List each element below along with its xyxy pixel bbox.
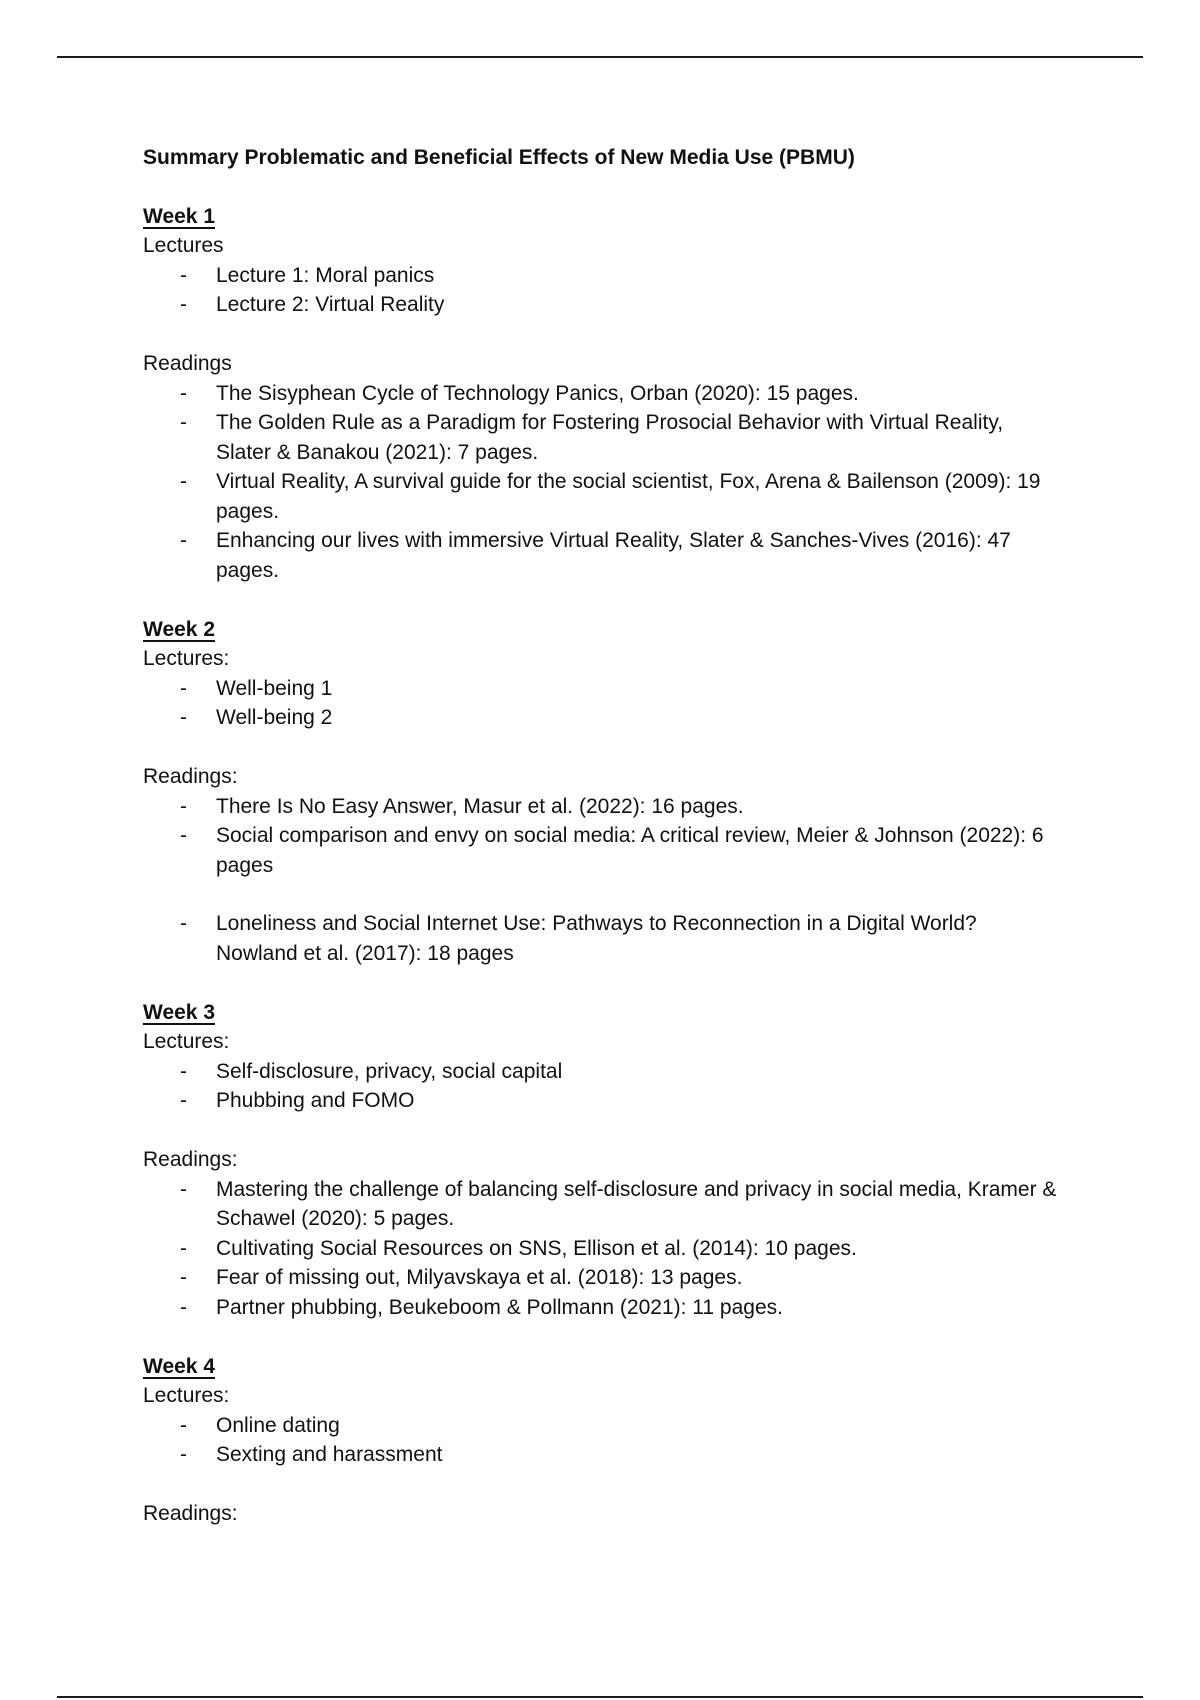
dash-bullet: - — [180, 411, 187, 434]
week-3-section — [143, 998, 1063, 1323]
dash-bullet: - — [180, 1236, 187, 1260]
list-item-text: Loneliness and Social Internet Use: Pathways to Reconnection in a Digital World? Nowland et al. (2017): 18 pages — [216, 912, 977, 965]
list-item — [143, 1057, 1063, 1087]
list-item — [143, 1293, 1063, 1323]
list-item — [143, 1440, 1063, 1470]
list-item-text: Well-being 2 — [216, 706, 333, 729]
list-item — [143, 1234, 1063, 1264]
header-rule — [57, 56, 1143, 58]
list-item — [143, 1086, 1063, 1116]
dash-bullet: - — [180, 529, 187, 552]
lectures-list — [143, 1411, 1063, 1470]
lectures-list — [143, 1057, 1063, 1116]
list-item-text: Phubbing and FOMO — [216, 1089, 415, 1112]
lectures-label: Lectures: — [143, 1030, 230, 1053]
list-item — [143, 1175, 1063, 1234]
list-item — [143, 909, 1063, 968]
week-1-section — [143, 202, 1063, 586]
dash-bullet: - — [180, 470, 187, 493]
list-item — [143, 821, 1063, 880]
readings-label: Readings: — [143, 1502, 238, 1525]
list-item — [143, 1263, 1063, 1293]
dash-bullet: - — [180, 1295, 187, 1319]
readings-label: Readings: — [143, 765, 238, 788]
list-item-text: Well-being 1 — [216, 676, 333, 700]
list-item-text: Online dating — [216, 1413, 340, 1437]
list-item — [143, 703, 1063, 733]
list-item-text: Social comparison and envy on social media: A critical review, Meier & Johnson (2022): 6 pages — [216, 824, 1044, 877]
readings-label: Readings: — [143, 1148, 238, 1171]
list-item-text: Fear of missing out, Milyavskaya et al. (2018): 13 pages. — [216, 1266, 743, 1289]
list-item — [143, 408, 1063, 467]
list-item-text: Cultivating Social Resources on SNS, Ellison et al. (2014): 10 pages. — [216, 1236, 857, 1260]
week-heading: Week 4 — [143, 1354, 215, 1378]
list-item-text: The Sisyphean Cycle of Technology Panics, Orban (2020): 15 pages. — [216, 381, 859, 405]
week-heading: Week 2 — [143, 617, 215, 641]
lectures-label: Lectures — [143, 234, 224, 257]
dash-bullet: - — [180, 706, 187, 729]
list-item-text: Lecture 1: Moral panics — [216, 263, 435, 287]
dash-bullet: - — [180, 1177, 187, 1201]
readings-list — [143, 792, 1063, 969]
dash-bullet: - — [180, 1443, 187, 1466]
list-item-text: Virtual Reality, A survival guide for the social scientist, Fox, Arena & Bailenson (2009): 19 pages. — [216, 470, 1041, 523]
dash-bullet: - — [180, 912, 187, 935]
lectures-list — [143, 261, 1063, 320]
footer-rule — [57, 1696, 1143, 1698]
week-2-section — [143, 615, 1063, 969]
readings-label: Readings — [143, 352, 232, 375]
dash-bullet: - — [180, 1266, 187, 1289]
list-item-text: Lecture 2: Virtual Reality — [216, 293, 445, 316]
list-item — [143, 674, 1063, 704]
dash-bullet: - — [180, 794, 187, 818]
dash-bullet: - — [180, 263, 187, 287]
readings-list — [143, 379, 1063, 586]
document-title: Summary Problematic and Beneficial Effects of New Media Use (PBMU) — [143, 146, 855, 169]
lectures-list — [143, 674, 1063, 733]
list-item-text: There Is No Easy Answer, Masur et al. (2022): 16 pages. — [216, 794, 744, 818]
list-item-text: The Golden Rule as a Paradigm for Fostering Prosocial Behavior with Virtual Reality, Slater & Banakou (2021): 7 pages. — [216, 411, 1004, 464]
list-item — [143, 261, 1063, 291]
dash-bullet: - — [180, 1413, 187, 1437]
dash-bullet: - — [180, 824, 187, 847]
dash-bullet: - — [180, 1059, 187, 1083]
lectures-label: Lectures: — [143, 647, 230, 670]
list-item — [143, 1411, 1063, 1441]
document-body — [143, 143, 1063, 1529]
list-item-text: Sexting and harassment — [216, 1443, 443, 1466]
dash-bullet: - — [180, 293, 187, 316]
list-item — [143, 379, 1063, 409]
list-item-text: Mastering the challenge of balancing self-disclosure and privacy in social media, Kramer & Schawel (2020): 5 pages. — [216, 1177, 1057, 1230]
week-heading: Week 1 — [143, 204, 215, 228]
readings-list — [143, 1175, 1063, 1323]
dash-bullet: - — [180, 676, 187, 700]
list-item — [143, 792, 1063, 822]
week-4-section — [143, 1352, 1063, 1529]
lectures-label: Lectures: — [143, 1384, 230, 1407]
dash-bullet: - — [180, 1089, 187, 1112]
dash-bullet: - — [180, 381, 187, 405]
list-item-text: Enhancing our lives with immersive Virtual Reality, Slater & Sanches-Vives (2016): 47 pages. — [216, 529, 1011, 582]
list-item — [143, 526, 1063, 585]
week-heading: Week 3 — [143, 1000, 215, 1024]
list-item — [143, 290, 1063, 320]
list-item-text: Self-disclosure, privacy, social capital — [216, 1059, 563, 1083]
list-item-text: Partner phubbing, Beukeboom & Pollmann (2021): 11 pages. — [216, 1295, 783, 1319]
list-item — [143, 467, 1063, 526]
